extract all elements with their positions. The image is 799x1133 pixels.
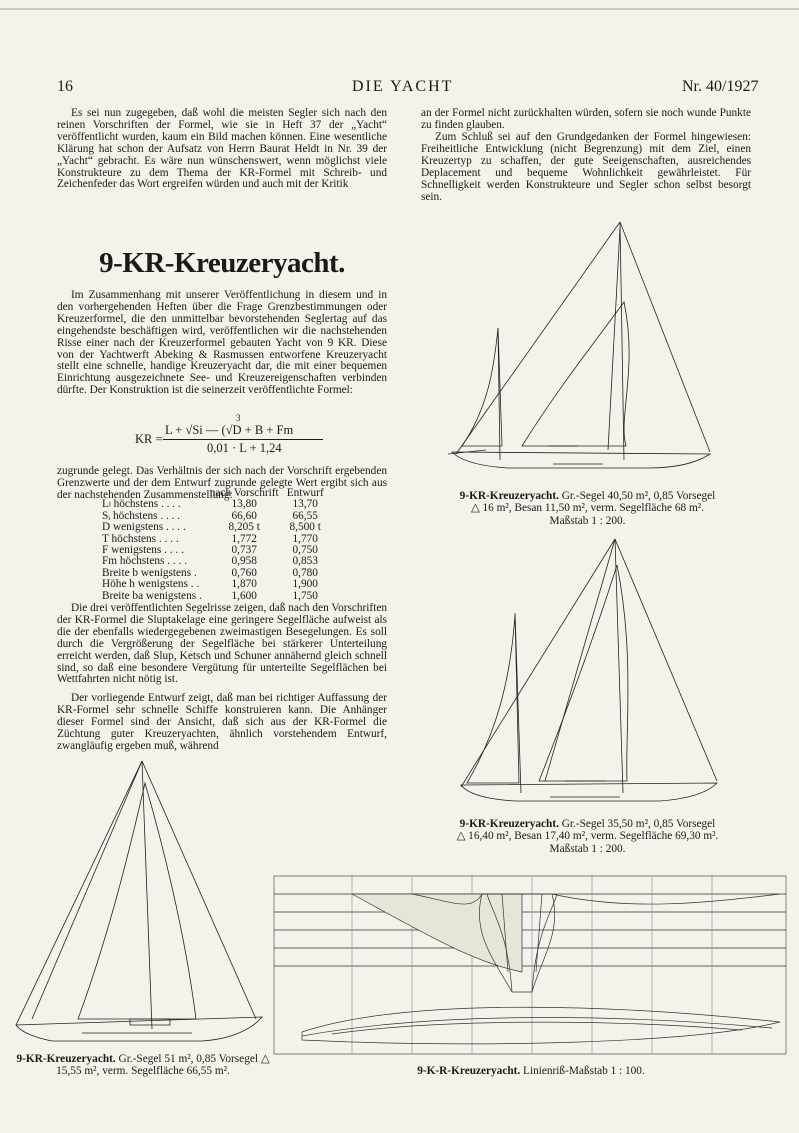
right-intro-paragraph: an der Formel nicht zurückhalten würden, sofern sie noch wunde Punkte zu finden glauben. [421,107,751,131]
entwurf-value: 0,780 [292,566,318,579]
lines-drawing [272,872,790,1058]
table-row [98,522,328,533]
row-label: Fm höchstens . . . . [102,555,188,568]
vorschrift-value: 1,870 [231,578,257,591]
entwurf-value: 1,900 [292,578,318,591]
article-paragraph-2: zugrunde gelegt. Das Verhältnis der sich nach der Vorschrift ergebenden Grenzwerte und der dem Entwurf zugrunde gelegte Wert ergibt sich aus der nachstehenden Zusammenstellung: [57,465,387,501]
entwurf-value: 1,750 [292,589,318,602]
article-paragraph-3: Die drei veröffentlichten Segelrisse zeigen, daß nach den Vorschriften der KR-Formel die Sluptakelage eine geringere Segelfläche aufweist als die der ebenfalls wiedergegebenen zweimastigen Besegelungen. Es soll durch die Vergrößerung der Segelfläche bei stärkerer Unterteilung erreicht werden, daß Slup, Ketsch und Schuner annähernd gleich schnell sind, so daß eine besondere Vergütung für unterteilte Segelflächen bei Wettfahrten nicht nötig ist. [57,602,387,686]
entwurf-value: 0,750 [292,544,318,557]
row-label: Breite ba wenigstens . [102,589,202,602]
row-label: F wenigstens . . . . [102,544,184,557]
entwurf-value: 66,55 [292,509,318,522]
formula-lhs: KR = [135,432,163,446]
entwurf-value: 0,853 [292,555,318,568]
vorschrift-value: 1,600 [231,589,257,602]
row-label: Höhe h wenigstens . . [102,578,200,591]
ketch-sail-plan-2 [455,535,723,810]
ketch-sail-plan-1 [448,218,720,484]
entwurf-value: 1,770 [292,532,318,545]
table-header: Entwurf [286,487,324,499]
entwurf-value: 8,500 t [289,521,321,534]
row-label: Breite b wenigstens . [102,566,197,579]
article-paragraph-1: Im Zusammenhang mit unserer Veröffentlichung in diesem und in den vorhergehenden Heften über die Frage Grenzbestimmungen oder Kreuzerformel, die den unmittelbar bevorstehenden Seglertag auf das eingehendste beschäftigen wird, veröffentlichen wir die nachstehenden Risse einer nach der Kreuzerformel gebauten Yacht von 9 KR. Diese von der Yachtwerft Abeking & Rasmussen entworfene Kreuzeryacht stellt eine schnelle, handige Kreuzeryacht dar, die mit einer bequemen Einrichtung ausgezeichnete See- und Kreuzereigenschaften verbinden dürfte. Der Konstruktion ist die seinerzeit veröffentlichte Formel: [57,289,387,397]
issue-number: Nr. 40/1927 [682,78,759,95]
sloop-caption [14,1053,272,1078]
lines-caption [272,1065,790,1077]
vorschrift-value: 0,760 [231,566,257,579]
caption-text: Gr.-Segel 35,50 m², 0,85 Vorsegel △ 16,40 m², Besan 17,40 m², verm. Segelfläche 69,30 m². Maßstab 1 : 200. [456,818,719,855]
ketch-2-caption [455,818,720,855]
entwurf-value: 13,70 [292,498,318,511]
ketch-1-caption [455,490,720,527]
caption-title: 9-K-R-Kreuzeryacht. [417,1065,521,1077]
article-title: 9-KR-Kreuzeryacht. [99,247,345,279]
sloop-sail-plan [12,757,267,1049]
caption-title: 9-KR-Kreuzeryacht. [459,490,559,502]
caption-text: Gr.-Segel 40,50 m², 0,85 Vorsegel △ 16 m², Besan 11,50 m², verm. Segelfläche 68 m². Maßstab 1 : 200. [470,490,716,527]
vorschrift-value: 13,80 [231,498,257,511]
caption-text: Gr.-Segel 51 m², 0,85 Vorsegel △ 15,55 m², verm. Segelfläche 66,55 m². [56,1053,270,1078]
caption-text: Linienriß-Maßstab 1 : 100. [523,1065,645,1077]
row-label: Sᵢ höchstens . . . . [102,509,181,522]
vorschrift-value: 1,772 [231,532,257,545]
kr-formula [135,413,375,462]
table-row [98,591,328,602]
limit-values-table [98,488,328,602]
caption-title: 9-KR-Kreuzeryacht. [459,818,559,830]
row-label: D wenigstens . . . . [102,521,186,534]
page-number: 16 [57,78,73,95]
row-label: T höchstens . . . . [102,532,179,545]
table-header: nach Vorschrift [209,487,279,499]
row-label: Lₗ höchstens . . . . [102,498,181,511]
vorschrift-value: 0,737 [231,544,257,557]
fraction-bar [163,439,323,440]
vorschrift-value: 66,60 [231,509,257,522]
vorschrift-value: 0,958 [231,555,257,568]
journal-title: DIE YACHT [352,78,454,95]
formula-denominator: 0,01 · L + 1,24 [207,441,282,455]
right-intro-paragraph-2: Zum Schluß sei auf den Grundgedanken der Formel hingewiesen: Freiheitliche Entwicklung (nicht Begrenzung) mit dem Ziel, einen Kreuzertyp zu schaffen, der gute Seeigenschaften, ausreichendes Deplacement und bequeme Wohnlichkeit gewährleistet. Für Schnelligkeit werden Konstrukteure und Segler schon selbst besorgt sein. [421,131,751,203]
vorschrift-value: 8,205 t [228,521,260,534]
formula-numerator: L + √Si — (√D + B + Fm [165,423,294,437]
intro-paragraph: Es sei nun zugegeben, daß wohl die meisten Segler sich nach den reinen Vorschriften der Formel, wie sie in Heft 37 der „Yacht“ veröffentlicht wurden, kaum ein Bild machen können. Eine wesentliche Klärung hat schon der Aufsatz von Herrn Baurat Heldt in Nr. 39 der „Yacht“ gebracht. Es wäre nun wünschenswert, wenn möglichst viele Konstrukteure zu dem Thema der KR-Formel mit Schreib- und Zeichenfeder das Wort ergreifen würden und auch mit der Kritik [57,107,387,191]
formula-exponent: 3 [236,413,241,423]
article-paragraph-4: Der vorliegende Entwurf zeigt, daß man bei richtiger Auffassung der KR-Formel sehr schnelle Schiffe konstruieren kann. Die Anhänger dieser Formel sind der Ansicht, daß sich aus der KR-Formel die Züchtung guter Kreuzeryachten, ähnlich vorstehendem Entwurf, zwangläufig ergeben muß, während [57,692,387,752]
page-top-edge [0,8,799,10]
caption-title: 9-KR-Kreuzeryacht. [16,1053,116,1065]
table-row [98,579,328,590]
